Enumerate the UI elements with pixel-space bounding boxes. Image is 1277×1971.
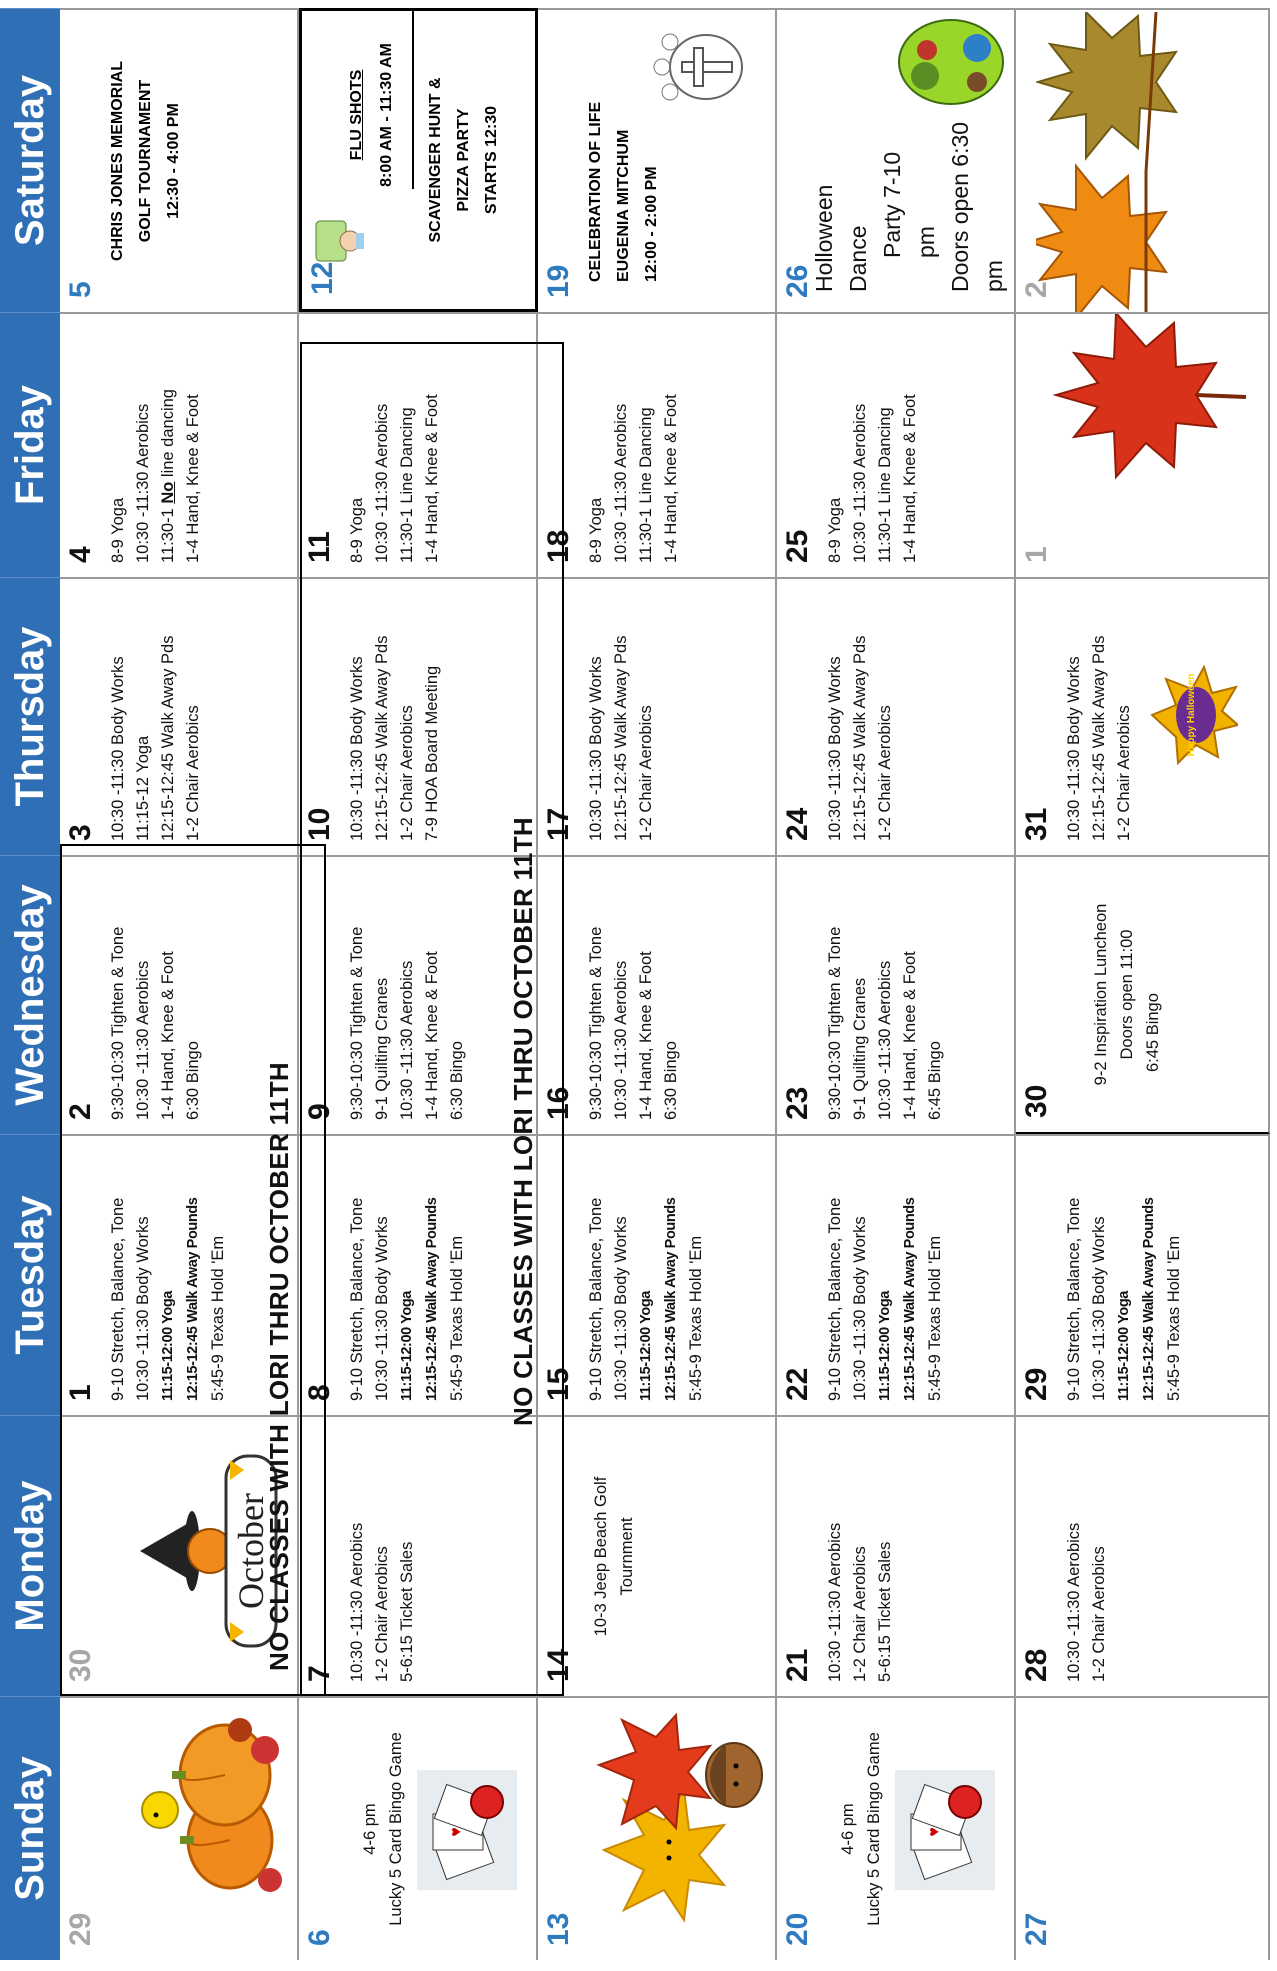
day-cell-oct-11	[299, 312, 538, 577]
date-number: 5	[64, 281, 97, 298]
calendar-grid	[0, 8, 1270, 1960]
event-item: 11:30-1 Line Dancing	[876, 407, 894, 563]
event-no-emphasis: No	[159, 481, 177, 504]
event-line: 6:45 Bingo	[1144, 993, 1162, 1072]
event-item: 10:30 -11:30 Body Works	[348, 656, 366, 841]
date-number: 14	[542, 1648, 575, 1682]
day-cell-oct-7	[299, 1415, 538, 1696]
event-item: 10:30 -11:30 Body Works	[134, 1216, 152, 1401]
day-cell-oct-20	[777, 1696, 1016, 1960]
event-line: 10-3 Jeep Beach Golf	[592, 1476, 610, 1637]
event-line: Lucky 5 Card Bingo Game	[865, 1732, 883, 1926]
header-wednesday: Wednesday	[0, 855, 60, 1134]
header-sunday: Sunday	[0, 1696, 60, 1960]
playing-cards-image	[895, 1770, 995, 1890]
svg-text:♥: ♥	[926, 1827, 943, 1837]
maple-leaf-red-image	[1046, 312, 1256, 487]
event-item: 5:45-9 Texas Hold 'Em	[209, 1235, 227, 1401]
event-item: 9-10 Stretch, Balance, Tone	[109, 1197, 127, 1401]
event-item: 1-2 Chair Aerobics	[637, 705, 655, 841]
event-item: 12:15-12:45 Walk Away Pds	[159, 635, 177, 841]
date-number: 16	[542, 1086, 575, 1120]
date-number: 10	[303, 807, 336, 841]
svg-text:♥: ♥	[448, 1827, 465, 1837]
event-line: Party 7-10 pm	[879, 151, 939, 258]
date-number: 30	[1020, 1084, 1053, 1118]
date-number: 9	[303, 1103, 336, 1120]
event-item: 9:30-10:30 Tighten & Tone	[826, 926, 844, 1120]
event-line: CELEBRATION OF LIFE	[587, 101, 604, 282]
event-item: 11:15-12:00 Yoga	[160, 1291, 176, 1401]
event-item: 8-9 Yoga	[348, 497, 366, 563]
event-item: 5-6:15 Ticket Sales	[876, 1541, 894, 1682]
event-item: 10:30 -11:30 Aerobics	[851, 403, 869, 563]
event-item: 10:30 -11:30 Aerobics	[826, 1522, 844, 1682]
event-item: 11:15-12:00 Yoga	[399, 1291, 415, 1401]
day-cell-oct-21	[777, 1415, 1016, 1696]
event-list	[823, 863, 948, 1120]
event-item: 1-4 Hand, Knee & Foot	[423, 394, 441, 563]
event-item: 9-1 Quilting Cranes	[373, 977, 391, 1120]
dancing-monsters-image	[881, 12, 1011, 112]
playing-cards-image	[417, 1770, 517, 1890]
event-list	[1062, 585, 1137, 841]
event-list	[106, 320, 206, 563]
event-item: 9:30-10:30 Tighten & Tone	[348, 926, 366, 1120]
event-item: 1-4 Hand, Knee & Foot	[901, 951, 919, 1120]
header-thursday: Thursday	[0, 577, 60, 855]
event-bingo-game	[835, 1708, 887, 1950]
date-number: 31	[1020, 807, 1053, 841]
event-line: 4-6 pm	[839, 1803, 857, 1855]
event-list	[106, 585, 206, 841]
day-cell-oct-3	[60, 577, 299, 855]
date-number: 24	[781, 807, 814, 841]
event-item: 10:30 -11:30 Body Works	[587, 656, 605, 841]
event-item: 10:30 -11:30 Aerobics	[398, 960, 416, 1120]
date-number: 18	[542, 529, 575, 563]
event-item: 12:15-12:45 Walk Away Pds	[612, 635, 630, 841]
event-list	[345, 585, 445, 841]
day-cell-oct-6	[299, 1696, 538, 1960]
event-item: 6:30 Bingo	[448, 1041, 466, 1120]
day-cell-oct-8	[299, 1134, 538, 1415]
event-item: 1-2 Chair Aerobics	[851, 1546, 869, 1682]
day-cell-oct-19	[538, 8, 777, 312]
event-item: 5:45-9 Texas Hold 'Em	[1165, 1235, 1183, 1401]
event-line: Holloween Dance	[811, 184, 871, 292]
event-item: 5:45-9 Texas Hold 'Em	[926, 1235, 944, 1401]
date-number: 7	[303, 1665, 336, 1682]
event-line: EUGENIA MITCHUM	[615, 129, 632, 282]
date-number: 13	[542, 1912, 575, 1946]
day-cell-oct-30	[1016, 855, 1270, 1134]
day-cell-oct-25	[777, 312, 1016, 577]
event-item: 10:30 -11:30 Body Works	[109, 656, 127, 841]
event-celebration-of-life	[582, 90, 666, 282]
day-cell-nov-1	[1016, 312, 1270, 577]
day-cell-sep-29	[60, 1696, 299, 1960]
event-list	[106, 863, 206, 1120]
date-number: 1	[1020, 546, 1053, 563]
event-list	[345, 1142, 470, 1401]
event-item: 6:45 Bingo	[926, 1041, 944, 1120]
day-cell-oct-17	[538, 577, 777, 855]
date-number: 1	[64, 1384, 97, 1401]
event-bingo-game	[357, 1708, 409, 1950]
event-list	[584, 585, 659, 841]
event-item: 9:30-10:30 Tighten & Tone	[109, 926, 127, 1120]
event-scavenger-hunt	[422, 21, 506, 299]
event-list	[823, 585, 898, 841]
event-item: 10:30 -11:30 Aerobics	[612, 403, 630, 563]
date-number: 27	[1020, 1912, 1053, 1946]
event-list	[106, 1142, 231, 1401]
day-cell-oct-14	[538, 1415, 777, 1696]
badge-text: Happy Halloween	[1186, 673, 1197, 757]
event-item: 1-4 Hand, Knee & Foot	[662, 394, 680, 563]
event-line: GOLF TOURNAMENT	[137, 79, 154, 243]
maple-leaves-image	[1036, 12, 1256, 312]
event-item-no-line-dancing	[156, 320, 181, 563]
day-cell-oct-23	[777, 855, 1016, 1134]
event-item: 10:30 -11:30 Aerobics	[612, 960, 630, 1120]
happy-halloween-badge	[1148, 665, 1238, 765]
event-list	[584, 320, 684, 563]
event-item: 1-4 Hand, Knee & Foot	[184, 394, 202, 563]
event-item: 8-9 Yoga	[109, 497, 127, 563]
header-monday: Monday	[0, 1415, 60, 1696]
event-item: 10:30 -11:30 Aerobics	[134, 960, 152, 1120]
day-cell-oct-27	[1016, 1696, 1270, 1960]
event-item: 12:15-12:45 Walk Away Pds	[373, 635, 391, 841]
event-item: 12:15-12:45 Walk Away Pounds	[902, 1197, 918, 1401]
pumpkins-woodstock-image	[120, 1710, 290, 1910]
event-line: CHRIS JONES MEMORIAL	[109, 61, 126, 262]
event-item: 9-10 Stretch, Balance, Tone	[826, 1197, 844, 1401]
event-item: 5:45-9 Texas Hold 'Em	[448, 1235, 466, 1401]
event-item: 12:15-12:45 Walk Away Pds	[1090, 635, 1108, 841]
event-item: 1-2 Chair Aerobics	[373, 1546, 391, 1682]
no-classes-banner-week2: NO CLASSES WITH LORI THRU OCTOBER 11TH	[508, 817, 538, 1426]
day-cell-oct-16	[538, 855, 777, 1134]
event-item: 12:15-12:45 Walk Away Pounds	[185, 1197, 201, 1401]
event-list	[584, 1142, 709, 1401]
event-item: 10:30 -11:30 Body Works	[851, 1216, 869, 1401]
date-number: 17	[542, 807, 575, 841]
event-item: 10:30 -11:30 Body Works	[1090, 1216, 1108, 1401]
event-line: 9-2 Inspiration Luncheon	[1092, 903, 1110, 1086]
date-number: 28	[1020, 1648, 1053, 1682]
date-number: 2	[1020, 281, 1053, 298]
header-saturday: Saturday	[0, 8, 60, 312]
day-cell-oct-29	[1016, 1134, 1270, 1415]
event-item: 1-4 Hand, Knee & Foot	[901, 394, 919, 563]
event-text: line dancing	[159, 389, 177, 482]
event-line: PIZZA PARTY	[455, 108, 472, 212]
event-item: 12:15-12:45 Walk Away Pds	[851, 635, 869, 841]
event-item: 11:15-12:00 Yoga	[1116, 1291, 1132, 1401]
header-tuesday: Tuesday	[0, 1134, 60, 1415]
date-number: 21	[781, 1648, 814, 1682]
event-line: Doors open 11:00	[1118, 929, 1136, 1060]
date-number: 19	[542, 264, 575, 298]
event-list	[345, 863, 470, 1120]
event-item: 1-2 Chair Aerobics	[876, 705, 894, 841]
date-number: 26	[781, 264, 814, 298]
event-jeep-beach-golf	[588, 1427, 640, 1686]
date-number: 29	[64, 1912, 97, 1946]
event-item: 10:30 -11:30 Body Works	[373, 1216, 391, 1401]
event-item: 1-4 Hand, Knee & Foot	[159, 951, 177, 1120]
date-number: 29	[1020, 1367, 1053, 1401]
event-item: 5-6:15 Ticket Sales	[398, 1541, 416, 1682]
autumn-leaves-acorn-image	[584, 1710, 774, 1930]
event-list	[345, 320, 445, 563]
day-cell-oct-15	[538, 1134, 777, 1415]
event-line: Doors open 6:30 pm	[947, 121, 1007, 292]
date-number: 12	[306, 261, 339, 295]
date-number: 8	[303, 1384, 336, 1401]
date-number: 25	[781, 529, 814, 563]
event-golf-tournament	[104, 20, 188, 302]
day-cell-oct-24	[777, 577, 1016, 855]
event-item: 11:30-1 Line Dancing	[637, 407, 655, 563]
event-item: 9-10 Stretch, Balance, Tone	[1065, 1197, 1083, 1401]
no-classes-banner-week1: NO CLASSES WITH LORI THRU OCTOBER 11TH	[264, 1062, 294, 1671]
event-item: 9-1 Quilting Cranes	[851, 977, 869, 1120]
event-item: 10:30 -11:30 Aerobics	[876, 960, 894, 1120]
event-line: Tournment	[618, 1517, 636, 1596]
date-number: 3	[64, 824, 97, 841]
event-line-time: 8:00 AM - 11:30 AM	[378, 43, 395, 187]
october-sign-image	[130, 1446, 280, 1656]
date-number: 23	[781, 1086, 814, 1120]
date-number: 22	[781, 1367, 814, 1401]
date-number: 4	[64, 546, 97, 563]
event-line: STARTS 12:30	[483, 105, 500, 215]
event-item: 10:30 -11:30 Body Works	[826, 656, 844, 841]
event-item: 12:15-12:45 Walk Away Pounds	[1141, 1197, 1157, 1401]
day-cell-oct-18	[538, 312, 777, 577]
event-line: SCAVENGER HUNT &	[427, 77, 444, 243]
event-halloween-dance	[807, 120, 1011, 292]
day-cell-nov-2	[1016, 8, 1270, 312]
event-item: 7-9 HOA Board Meeting	[423, 665, 441, 841]
event-item: 6:30 Bingo	[184, 1041, 202, 1120]
event-list	[823, 1423, 898, 1682]
event-item: 11:30-1 Line Dancing	[398, 407, 416, 563]
october-sign-text: October	[231, 1493, 271, 1609]
event-line: 12:00 - 2:00 PM	[643, 166, 660, 282]
event-item: 12:15-12:45 Walk Away Pounds	[424, 1197, 440, 1401]
event-list	[823, 1142, 948, 1401]
header-friday: Friday	[0, 312, 60, 577]
event-line: 12:30 - 4:00 PM	[165, 103, 182, 219]
date-number: 11	[303, 531, 336, 563]
event-list	[584, 863, 684, 1120]
event-item: 10:30 -11:30 Body Works	[612, 1216, 630, 1401]
event-item: 6:30 Bingo	[662, 1041, 680, 1120]
event-item: 9-10 Stretch, Balance, Tone	[348, 1197, 366, 1401]
cross-memorial-icon	[648, 22, 758, 112]
day-cell-oct-9	[299, 855, 538, 1134]
date-number: 30	[64, 1648, 97, 1682]
event-item: 5:45-9 Texas Hold 'Em	[687, 1235, 705, 1401]
date-number: 20	[781, 1912, 814, 1946]
day-cell-oct-5	[60, 8, 299, 312]
event-item: 10:30 -11:30 Body Works	[1065, 656, 1083, 841]
event-item: 9-10 Stretch, Balance, Tone	[587, 1197, 605, 1401]
day-cell-oct-13	[538, 1696, 777, 1960]
event-list	[345, 1423, 420, 1682]
divider	[412, 11, 414, 189]
event-item: 1-2 Chair Aerobics	[398, 705, 416, 841]
event-time: 11:30-1	[159, 503, 177, 563]
event-item: 1-2 Chair Aerobics	[184, 705, 202, 841]
event-item: 8-9 Yoga	[826, 497, 844, 563]
date-number: 2	[64, 1103, 97, 1120]
event-item: 9:30-10:30 Tighten & Tone	[587, 926, 605, 1120]
event-line: 4-6 pm	[361, 1803, 379, 1855]
event-list	[1062, 1142, 1187, 1401]
event-item: 10:30 -11:30 Aerobics	[373, 403, 391, 563]
event-item: 8-9 Yoga	[587, 497, 605, 563]
event-item: 1-4 Hand, Knee & Foot	[637, 951, 655, 1120]
event-item: 11:15-12:00 Yoga	[638, 1291, 654, 1401]
event-item: 10:30 -11:30 Aerobics	[134, 403, 152, 563]
event-item: 10:30 -11:30 Aerobics	[348, 1522, 366, 1682]
day-cell-oct-31	[1016, 577, 1270, 855]
event-item: 11:15-12:00 Yoga	[877, 1291, 893, 1401]
date-number: 6	[303, 1929, 336, 1946]
event-flu-shots	[342, 21, 402, 209]
day-cell-oct-10	[299, 577, 538, 855]
event-item: 1-2 Chair Aerobics	[1090, 1546, 1108, 1682]
event-item: 12:15-12:45 Walk Away Pounds	[663, 1197, 679, 1401]
date-number: 15	[542, 1367, 575, 1401]
day-cell-oct-4	[60, 312, 299, 577]
event-inspiration-luncheon	[1088, 867, 1166, 1122]
event-list	[1062, 1423, 1112, 1682]
event-item: 11:15-12 Yoga	[134, 735, 152, 841]
event-item: 1-4 Hand, Knee & Foot	[423, 951, 441, 1120]
event-list	[823, 320, 923, 563]
event-item: 1-2 Chair Aerobics	[1115, 705, 1133, 841]
day-cell-oct-12	[299, 8, 538, 312]
event-line-title: FLU SHOTS	[348, 69, 365, 161]
day-cell-oct-28	[1016, 1415, 1270, 1696]
event-item: 10:30 -11:30 Aerobics	[1065, 1522, 1083, 1682]
flu-shot-nurse-icon	[310, 213, 364, 269]
event-line: Lucky 5 Card Bingo Game	[387, 1732, 405, 1926]
day-cell-oct-26	[777, 8, 1016, 312]
day-cell-oct-22	[777, 1134, 1016, 1415]
